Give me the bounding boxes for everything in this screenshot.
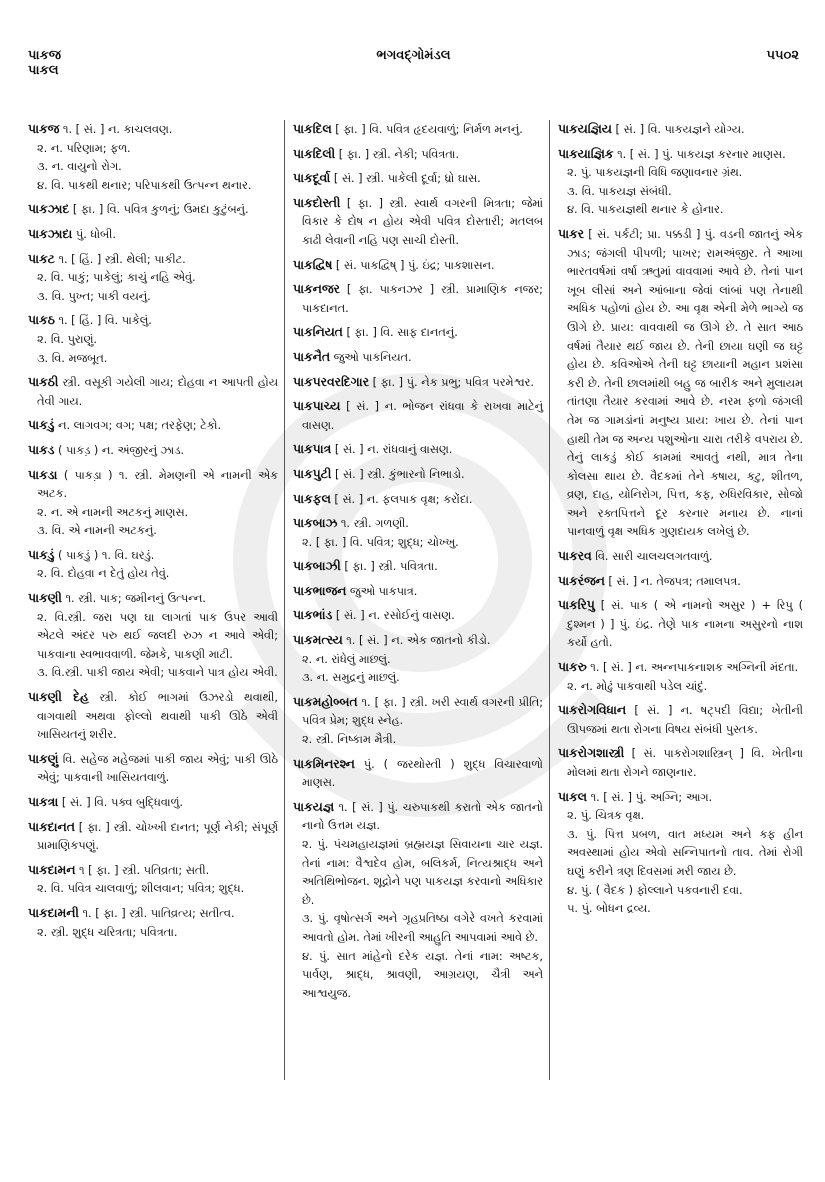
entry-first-sense: [293, 755, 543, 793]
entry-first-sense: [293, 490, 543, 510]
headword: પાકનિયત: [293, 325, 343, 340]
definition-text: પું. ધોબી.: [75, 227, 116, 241]
entry-first-sense: [28, 416, 278, 436]
dictionary-entry: [293, 373, 543, 393]
definition-text: ૨. [ ફા. ] વિ. પવિત્ર; શુદ્ધ; ચોખ્ખુ.: [302, 535, 459, 549]
headword: પાકઝાદા: [28, 226, 73, 241]
entry-sense: [293, 948, 543, 1004]
dictionary-entry: [28, 589, 278, 683]
definition-text: ૨. વિ. પાકું; પાકેલું; કાચું નહિ એવું.: [37, 271, 196, 285]
definition-text: [ સં. ] ન. તેજપત્ર; તમાલપત્ર.: [608, 574, 741, 588]
entry-sense: [28, 140, 278, 159]
definition-text: ૧. [ સં. ] ન. એક જાતનો કીડો.: [346, 634, 491, 648]
entry-sense: [293, 669, 543, 688]
entry-sense: [293, 651, 543, 670]
entry-sense: [558, 882, 803, 901]
entry-first-sense: [293, 440, 543, 460]
entry-first-sense: [28, 441, 278, 461]
entry-sense: [28, 158, 278, 177]
entry-sense: [558, 678, 803, 697]
headword: પાકબાઝી: [293, 559, 341, 574]
entry-sense: [558, 164, 803, 183]
headword: પાકયજ્ઞ: [293, 799, 334, 814]
entry-first-sense: [28, 373, 278, 411]
entry-sense: [558, 900, 803, 919]
dictionary-entry: [28, 688, 278, 745]
dictionary-columns: [28, 120, 803, 1080]
definition-text: ૧. [ સં. ] પું. અગ્નિ; આગ.: [590, 790, 713, 804]
dictionary-entry: [293, 693, 543, 750]
definition-text: [ સં. ] વિ. પક્વ બુદ્ધિવાળું.: [61, 796, 183, 809]
entry-sense: [28, 924, 278, 943]
definition-text: [ સં. પાકરોગશાસ્ત્રિન્ ] વિ. ખેતીના મોલમાં થતા રોગને જાણનાર.: [567, 747, 804, 779]
definition-text: ૩. ન. વાયુનો રોગ.: [37, 160, 122, 174]
definition-text: ૧. [ સં. ] પું. પાકયજ્ઞ કરનાર માણસ.: [617, 147, 786, 161]
entry-sense: [28, 565, 278, 584]
entry-first-sense: [293, 323, 543, 343]
definition-text: [ સં. ] ન. રાંધવાનું વાસણ.: [334, 443, 453, 457]
headword: પાકપુટી: [293, 466, 332, 481]
entry-sense: [558, 201, 803, 220]
entry-first-sense: [293, 557, 543, 577]
entry-first-sense: [558, 145, 803, 165]
headword: પાકદૂર્વા: [293, 171, 331, 186]
dictionary-entry: [293, 755, 543, 793]
entry-sense: [293, 836, 543, 910]
entry-first-sense: [28, 200, 278, 220]
definition-text: ૩. વિ. એ નામની અટકનું.: [37, 524, 157, 538]
headword: પાકફલ: [293, 491, 331, 506]
book-title: ભગવદ્ગોમંડલ: [376, 48, 451, 63]
dictionary-entry: [293, 582, 543, 602]
headword: પાકઝાદ: [28, 202, 70, 217]
column-1: [28, 120, 284, 1080]
headword: પાકરંજન: [558, 573, 605, 588]
definition-text: વિ. સારી ચાલચલગતવાળું.: [595, 550, 713, 564]
headword: પાકણું: [28, 751, 59, 766]
dictionary-entry: [293, 465, 543, 485]
entry-first-sense: [558, 225, 803, 542]
dictionary-entry: [558, 658, 803, 696]
headword: પાકટ: [28, 251, 55, 266]
entry-first-sense: [293, 194, 543, 251]
headword: પાકડું: [28, 547, 55, 562]
dictionary-entry: [28, 441, 278, 461]
dictionary-entry: [558, 572, 803, 592]
definition-text: ૧. [ ફા. ] સ્ત્રી. પાતિવ્રત્ય; સતીત્વ.: [82, 906, 235, 920]
entry-sense: [28, 288, 278, 307]
headword: પાકદોસ્તી: [293, 195, 341, 210]
definition-text: ૧. સ્ત્રી. પાક; જમીનનું ઉત્પન્ન.: [65, 592, 206, 606]
entry-sense: [28, 609, 278, 665]
entry-first-sense: [28, 688, 278, 745]
dictionary-entry: [558, 120, 803, 140]
definition-text: [ ફા. ] પું. નેક પ્રભુ; પવિત્ર પરમેશ્વર.: [372, 375, 534, 389]
dictionary-entry: [293, 194, 543, 251]
definition-text: ૧. [ હિં. ] વિ. પાકેલું.: [58, 314, 152, 328]
dictionary-entry: [293, 348, 543, 368]
entry-first-sense: [293, 693, 543, 731]
headword: પાકદામની: [28, 905, 79, 920]
entry-first-sense: [293, 582, 543, 602]
definition-text: ૨. વિ. પવિત્ર ચાલવાળું; શીલવાન; પવિત્ર; શુદ્ધ.: [37, 882, 245, 896]
entry-first-sense: [293, 631, 543, 651]
headword: પાકમિનરશ્ન: [293, 756, 355, 771]
entry-first-sense: [293, 256, 543, 276]
definition-text: ૨. વિ. પુરાણું.: [37, 332, 97, 346]
headword: પાકયાજ્ઞિક: [558, 146, 614, 161]
page-number: ૫૫૦૨: [766, 48, 799, 63]
definition-text: ૪. પું. ( વૈદક ) ફોલ્લાને પકવનારી દવા.: [567, 883, 743, 897]
dictionary-entry: [28, 200, 278, 220]
definition-text: ૩. પું. વૃષોત્સર્ગ અને ગૃહપ્રતિષ્ઠા વગેરે વખતે કરવામાં આવતો હોમ. તેમાં ખીરની આહુતિ આપવામાં આવે છે.: [302, 912, 543, 944]
dictionary-entry: [293, 280, 543, 318]
headword: પાકણી: [28, 591, 62, 606]
entry-first-sense: [293, 465, 543, 485]
entry-first-sense: [28, 589, 278, 609]
definition-text: [ સં. પાક ( એ નામનો અસુર ) + રિપુ ( દુશ્મન ) ] પું. ઇંદ્ર. તેણે પાક નામના અસુરનો નાશ કર્યો હતો.: [567, 599, 804, 650]
dictionary-entry: [293, 490, 543, 510]
definition-text: [ ફા. પાકનઝર ] સ્ત્રી. પ્રામાણિક નજર; પાકદાનત.: [302, 283, 543, 315]
dictionary-entry: [293, 397, 543, 435]
entry-first-sense: [293, 397, 543, 435]
definition-text: ૪. વિ. પાકયજ્ઞથી થનાર કે હોનાર.: [567, 203, 724, 217]
entry-first-sense: [28, 904, 278, 924]
definition-text: વિ. સહેજ મહેજમાં પાકી જાય એવું; પાકી ઊઠે એવું; પાકવાની ખાસિયતવાળું.: [37, 752, 278, 785]
entry-first-sense: [293, 348, 543, 368]
headword: પાકત્રા: [28, 795, 59, 809]
headword: પાકરોગશાસ્ત્રી: [558, 746, 625, 761]
headword: પાકર: [558, 226, 585, 241]
headword: પાકદિલ: [293, 122, 332, 136]
definition-text: ૩. વિ.સ્ત્રી. પાકી જાય એવી; પાકવાને પાત્ર હોય એવી.: [37, 666, 278, 680]
dictionary-entry: [293, 120, 543, 140]
definition-text: ૨. વિ.સ્ત્રી. જરા પણ ઘા લાગતાં પાક ઉપર આવી એટલે અંદર પરુ થઈ જલદી રુઝ ન આવે એવી; પાકવાના સ્વભાવવાળી. જેમકે, પાકણી માટી.: [37, 610, 278, 661]
dictionary-entry: [558, 596, 803, 653]
entry-first-sense: [558, 744, 803, 782]
headword: પાકમત્સ્ય: [293, 633, 343, 648]
headword: પાકદિલી: [293, 146, 336, 161]
dictionary-entry: [558, 225, 803, 542]
dictionary-entry: [28, 416, 278, 436]
entry-first-sense: [558, 596, 803, 653]
headword: પાકયજ્ઞિય: [558, 122, 612, 136]
entry-sense: [558, 826, 803, 882]
dictionary-entry: [293, 514, 543, 552]
definition-text: પું. ( જરથોસ્તી ) શુદ્ધ વિચારવાળો માણસ.: [302, 757, 543, 790]
definition-text: [ ફા. ] વિ. પવિત્ર કુળનું; ઉમદા કુટુંબનું.: [72, 203, 249, 217]
definition-text: [ ફા. ] સ્ત્રી. સ્વાર્થ વગરની મિત્રતા; જેમાં વિકાર કે દોષ ન હોય એવી પવિત્ર દોસ્તારી; મતલબ કાઢી લેવાની નહિ પણ સાચી દોસ્તી.: [302, 196, 543, 247]
dictionary-entry: [28, 546, 278, 584]
definition-text: જુઓ પાકપાત્ર.: [349, 584, 418, 598]
definition-text: ૧. સ્ત્રી. ગળણી.: [340, 517, 409, 531]
entry-first-sense: [558, 658, 803, 678]
dictionary-entry: [293, 440, 543, 460]
dictionary-entry: [558, 701, 803, 739]
entry-first-sense: [28, 120, 278, 140]
headword: પાકમહોબ્બત: [293, 694, 358, 709]
page-header: [28, 48, 799, 78]
entry-first-sense: [293, 145, 543, 165]
definition-text: ૨. સ્ત્રી. શુદ્ધ ચરિત્રતા; પવિત્રતા.: [37, 925, 178, 939]
definition-text: ૧. [ હિં. ] સ્ત્રી. થેલી; પાકીટ.: [58, 252, 186, 266]
entry-first-sense: [28, 861, 278, 881]
definition-text: ૨. ન. રાંધેલું માછલું.: [302, 652, 391, 666]
entry-first-sense: [558, 120, 803, 140]
dictionary-entry: [293, 606, 543, 626]
entry-first-sense: [28, 250, 278, 270]
headword: પાકજ: [28, 122, 60, 136]
headword: પાકભાંડ: [293, 608, 333, 623]
definition-text: ૨. પું. પંચમહાયજ્ઞમાં બ્રહ્મયજ્ઞ સિવાયના ચાર યજ્ઞ. તેનાં નામ: વૈશ્વદેવ હોમ, બલિકર્મ, નિત્યશ્રાદ્ધ અને અતિથિભોજન. શૂદ્રોને પણ પાકયજ્ઞ કરવાનો અધિકાર છે.: [302, 838, 543, 907]
entry-first-sense: [28, 311, 278, 331]
guide-word-first: પાકજ: [28, 48, 62, 63]
definition-text: [ સં. ] ન. ફલપાક વૃક્ષ; કરોંદા.: [334, 492, 473, 506]
definition-text: [ ફા. ] વિ. સાફ દાનતનું.: [346, 326, 458, 340]
dictionary-entry: [293, 631, 543, 688]
entry-sense: [28, 331, 278, 350]
entry-first-sense: [558, 788, 803, 808]
headword: પાકપાત્ર: [293, 442, 332, 457]
entry-sense: [293, 534, 543, 553]
entry-first-sense: [558, 547, 803, 567]
dictionary-entry: [28, 904, 278, 942]
definition-text: જુઓ પાકનિયત.: [333, 350, 412, 364]
dictionary-entry: [558, 547, 803, 567]
definition-text: [ સં. ] સ્ત્રી. કુંભારનો નિભાડો.: [334, 467, 465, 481]
entry-sense: [28, 504, 278, 523]
definition-text: ૩. પું. પિત્ત પ્રબળ, વાત મધ્યમ અને કફ હીન અવસ્થામાં હોય એવો સન્નિપાતનો તાવ. તેમાં રોગી ઘણું કરીને ત્રણ દિવસમાં મરી જાય છે.: [567, 827, 803, 878]
entry-first-sense: [293, 280, 543, 318]
dictionary-entry: [28, 793, 278, 813]
headword: પાકદાનત: [28, 819, 75, 834]
entry-first-sense: [558, 701, 803, 739]
entry-sense: [293, 910, 543, 947]
entry-sense: [558, 183, 803, 202]
dictionary-entry: [293, 557, 543, 577]
definition-text: ૩. વિ. પાકયજ્ઞ સંબંધી.: [567, 184, 672, 198]
headword: પાકભાજન: [293, 583, 347, 598]
definition-text: [ ફા. ] સ્ત્રી. ચોખ્ખી દાનત; પૂર્ણ નેકી; સંપૂર્ણ પ્રામાણિકપણું.: [37, 820, 278, 853]
headword: પાકદ્વિષ: [293, 257, 333, 272]
definition-text: ૩. વિ. પુખ્ત; પાકી વયનું.: [37, 289, 151, 303]
definition-text: ૪. પું. સાત માંહેનો દરેક યજ્ઞ. તેનાં નામ: અષ્ટક, પાર્વણ, શ્રાદ્ધ, શ્રાવણી, આગ્રયણ, ચૈત્રી અને આશ્વયુજ.: [302, 949, 543, 1000]
definition-text: [ સં. ] વિ. પાકયજ્ઞને યોગ્ય.: [615, 123, 745, 136]
entry-first-sense: [293, 514, 543, 534]
entry-sense: [558, 807, 803, 826]
definition-text: ૨. ન. એ નામની અટકનું માણસ.: [37, 505, 189, 519]
headword: પાકડ: [28, 442, 55, 457]
entry-sense: [28, 177, 278, 196]
definition-text: ન. લાગવગ; વગ; પક્ષ; તરફેણ; ટેકો.: [58, 419, 222, 433]
definition-text: [ સં. પાકદ્વિષ્ ] પું. ઇંદ્ર; પાકશાસન.: [335, 258, 495, 272]
definition-text: ૧. [ ફા. ] સ્ત્રી. ખરી સ્વાર્થ વગરની પ્રીતિ; પવિત્ર પ્રેમ; શુદ્ધ સ્નેહ.: [302, 695, 543, 728]
entry-first-sense: [293, 606, 543, 626]
entry-sense: [293, 731, 543, 750]
headword: પાકનજર: [293, 282, 340, 297]
definition-text: ૨. સ્ત્રી. નિષ્કામ મૈત્રી.: [302, 733, 397, 747]
definition-text: ૨. વિ. દોહવા ન દેતું હોય તેવું.: [37, 567, 170, 581]
dictionary-entry: [293, 256, 543, 276]
entry-sense: [28, 350, 278, 369]
entry-first-sense: [293, 373, 543, 393]
entry-first-sense: [28, 793, 278, 813]
definition-text: [ ફા. ] વિ. પવિત્ર હૃદયવાળું; નિર્મળ મનનું.: [335, 123, 523, 136]
entry-first-sense: [28, 546, 278, 566]
definition-text: ૩. વિ. મજબૂત.: [37, 351, 108, 365]
definition-text: ૧. [ સં. ] ન. કાચલવણ.: [62, 123, 173, 136]
headword: પાકપાચ્ય: [293, 399, 341, 414]
headword: પાકરિપુ: [558, 598, 595, 613]
definition-text: સ્ત્રી. વસૂકી ગયેલી ગાય; દોહવા ન આપતી હોય તેવી ગાય.: [37, 376, 279, 408]
definition-text: સ્ત્રી. કોઈ ભાગમાં ઉઝરડો થવાથી, વાગવાથી અથવા ફોલ્લો થવાથી પાકી ઊઠે એવી ખાસિયતનું શરીર.: [37, 691, 278, 742]
definition-text: ૧. [ સં. ] ન. અન્નપાકનાશક અગ્નિની મંદતા.: [590, 661, 799, 675]
entry-first-sense: [28, 818, 278, 856]
dictionary-entry: [28, 861, 278, 899]
definition-text: ૨. ન. પરિણામ; ફળ.: [37, 141, 131, 155]
definition-text: [ સં. ] સ્ત્રી. પાકેલી દૂર્વા; ધ્રો ઘાસ.: [333, 172, 481, 186]
definition-text: ૧ [ ફા. ] સ્ત્રી. પતિવ્રતા; સતી.: [79, 863, 210, 877]
headword: પાકબાઝ: [293, 516, 338, 531]
definition-text: [ સં. ] ન. ભોજન રાંધવા કે રાખવા માટેનું વાસણ.: [302, 400, 544, 432]
entry-first-sense: [28, 750, 278, 788]
definition-text: [ સં. પર્કટી; પ્રા. પક્કડી ] પું. વડની જાતનું એક ઝાડ; જંગલી પીપળી; પાખર; રામઅંજીર. તે આખા ભારતવર્ષમાં વર્ષા ઋતુમાં વાવવામાં આવે છે. તેનાં પાન ખૂબ લીસાં અને આંબાના જેવાં લાંબાં પણ તેનાથી અધિક પહોળાં હોય છે. આ વૃક્ષ એની મેળે ભાગ્યે જ ઊગે છે. પ્રાય: વાવવાથી જ ઊગે છે. તે સાત આઠ વર્ષમાં તૈયાર થઈ જાય છે. તેની છાયા ઘણી જ ઘટ્ટ હોય છે. કવિઓએ તેની ઘટ્ટ છાયાની મહાન પ્રશંસા કરી છે. તેની છાલમાંથી બહુ જ બારીક અને મુલાયમ તાંતણા તૈયાર કરવામાં આવે છે. નરમ ફળો જંગલી તેમ જ ગામડાંનાં મનુષ્ય પ્રાય: ખાય છે. તેનાં પાન હાથી તેમ જ અન્ય પશુઓના ચારા તરીકે વપરાય છે. તેનું લાકડું કોઈ કામમાં આવતું નથી, માત્ર તેના કોલસા થાય છે. વૈદકમાં તેને કષાય, કટુ, શીતળ, વ્રણ, દાહ, યોનિરોગ, પિત્ત, કફ, રુધિરવિકાર, સોજો અને રક્તપિત્તને દૂર કરનાર મનાય છે. નાનાં પાનવાળું વૃક્ષ અધિક ગુણદાયક લખેલું છે.: [567, 227, 803, 539]
column-3: [550, 120, 803, 1080]
entry-sense: [28, 880, 278, 899]
headword: પાકરુ: [558, 660, 587, 675]
headword: પાકલ: [558, 789, 587, 804]
headword: પાકડું: [28, 418, 55, 433]
entry-sense: [28, 522, 278, 541]
headword: પાકડા: [28, 467, 58, 482]
dictionary-entry: [558, 744, 803, 782]
definition-text: [ ફા. ] સ્ત્રી. નેકી; પવિત્રતા.: [338, 147, 460, 161]
headword: પાકઠ: [28, 313, 55, 328]
dictionary-entry: [28, 311, 278, 368]
dictionary-entry: [293, 145, 543, 165]
column-2: [284, 120, 550, 1080]
definition-text: ૧. [ સં. ] પું. ચરુપાકથી કરાતો એક જાતનો નાનો ઉત્તમ યજ્ઞ.: [302, 800, 543, 833]
headword: પાકદામન: [28, 862, 76, 877]
entry-first-sense: [293, 120, 543, 140]
dictionary-entry: [558, 788, 803, 919]
definition-text: [ સં. ] ન. રસોઈનું વાસણ.: [335, 609, 455, 623]
headword: પાકરવ: [558, 549, 592, 564]
dictionary-entry: [28, 373, 278, 411]
dictionary-entry: [293, 323, 543, 343]
dictionary-entry: [558, 145, 803, 220]
dictionary-entry: [28, 466, 278, 541]
definition-text: ૫. પું. બોધન દ્રવ્ય.: [567, 902, 651, 916]
entry-first-sense: [558, 572, 803, 592]
entry-first-sense: [293, 798, 543, 836]
definition-text: ૨. ન. મોઢું પાકવાથી પડેલ ચાંદું.: [567, 679, 708, 693]
guide-word-last: પાકલ: [28, 63, 59, 78]
definition-text: ૨. પું. પાકયજ્ઞની વિધિ જણાવનાર ગ્રંથ.: [567, 166, 743, 180]
entry-first-sense: [293, 169, 543, 189]
dictionary-entry: [28, 120, 278, 195]
headword: પાકઠી: [28, 375, 59, 390]
definition-text: ૨. પું. ચિત્રક વૃક્ષ.: [567, 809, 645, 823]
dictionary-entry: [293, 169, 543, 189]
dictionary-entry: [28, 250, 278, 307]
definition-text: ૪. વિ. પાકથી થનાર; પરિપાકથી ઉત્પન્ન થનાર.: [37, 178, 252, 192]
definition-text: ૩. ન. સમુદ્રનું માછલું.: [302, 671, 400, 685]
headword: પાકપરવરદિગાર: [293, 374, 370, 389]
dictionary-entry: [293, 798, 543, 1004]
entry-sense: [28, 664, 278, 683]
dictionary-entry: [28, 818, 278, 856]
headword: પાકનૈત: [293, 349, 330, 364]
definition-text: [ ફા. ] સ્ત્રી. પવિત્રતા.: [344, 560, 438, 574]
entry-first-sense: [28, 466, 278, 504]
headword: પાકણી દેહ: [28, 690, 89, 705]
definition-text: ( પાકડ઼ ) ન. અંજીરનું ઝાડ.: [58, 443, 184, 457]
dictionary-entry: [28, 225, 278, 245]
definition-text: ( પાકડ઼ા ) ૧. સ્ત્રી. મેમણની એ નામની એક અટક.: [37, 468, 279, 501]
headword: પાકરોગવિધાન: [558, 703, 627, 718]
entry-first-sense: [28, 225, 278, 245]
definition-text: [ સં. ] ન. ષટ્પદી વિદ્યા; ખેતીની ઊપજમાં થતા રોગના વિષય સંબંધી પુસ્તક.: [567, 704, 803, 736]
dictionary-entry: [28, 750, 278, 788]
definition-text: ( પાકડ઼ું ) ૧. વિ. ઘરડું.: [58, 548, 155, 562]
entry-sense: [28, 269, 278, 288]
